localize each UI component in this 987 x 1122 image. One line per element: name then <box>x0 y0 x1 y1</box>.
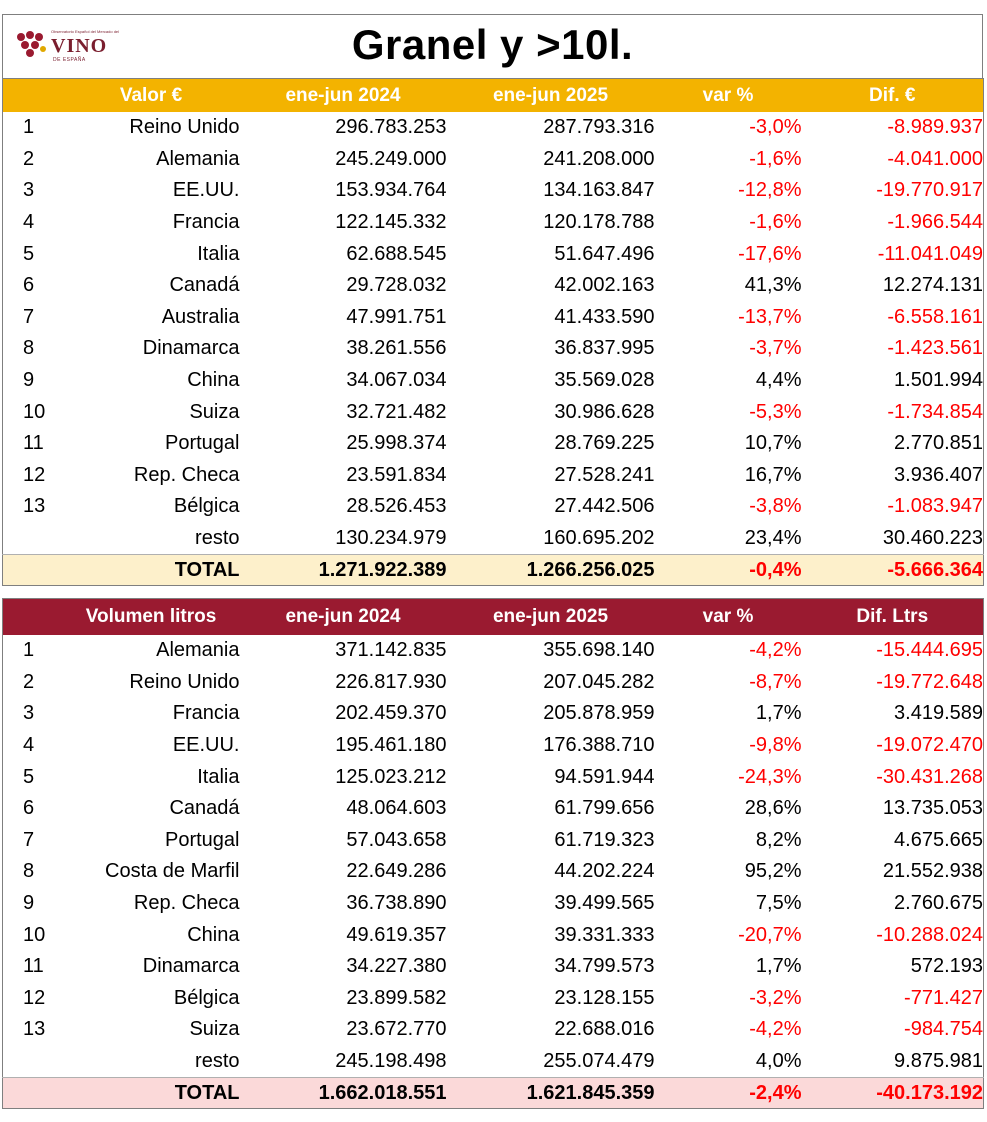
value-2025-cell: 355.698.140 <box>543 639 655 662</box>
rank-cell: 4 <box>23 734 35 757</box>
country-cell: China <box>187 923 240 946</box>
rank-cell: 7 <box>23 305 35 328</box>
rank-cell: 12 <box>23 463 46 486</box>
rank-cell: 1 <box>23 639 35 662</box>
table-row <box>3 730 984 762</box>
country-cell: China <box>187 369 240 392</box>
var-cell: 4,0% <box>755 1050 802 1073</box>
var-cell: 28,6% <box>744 797 802 820</box>
table-row <box>3 888 984 920</box>
table-row <box>3 523 984 555</box>
var-cell: 10,7% <box>744 432 802 455</box>
dif-cell: -1.966.544 <box>887 211 983 234</box>
var-cell: -3,0% <box>749 116 802 139</box>
volumen-table <box>2 598 984 1109</box>
dif-cell: -30.431.268 <box>876 765 983 788</box>
table-row <box>3 302 984 334</box>
var-cell: 4,4% <box>755 369 802 392</box>
value-2024-cell: 38.261.556 <box>346 337 447 360</box>
rank-cell: 4 <box>23 211 35 234</box>
rank-cell: 6 <box>23 274 35 297</box>
dif-cell: 30.460.223 <box>882 527 983 550</box>
value-2024-cell: 23.672.770 <box>346 1018 447 1041</box>
var-cell: -3,7% <box>749 337 802 360</box>
table-row <box>3 761 984 793</box>
rank-cell <box>3 1046 63 1078</box>
table-row <box>3 698 984 730</box>
country-cell: Dinamarca <box>142 955 240 978</box>
valor-header-row <box>3 79 984 113</box>
value-2025-cell: 176.388.710 <box>543 734 655 757</box>
title-box <box>2 14 983 78</box>
table-row <box>3 144 984 176</box>
dif-cell: -4.041.000 <box>887 147 983 170</box>
value-2024-cell: 36.738.890 <box>346 892 447 915</box>
var-cell: 95,2% <box>744 860 802 883</box>
value-2025-cell: 27.442.506 <box>554 495 655 518</box>
value-2025-cell: 39.331.333 <box>554 923 655 946</box>
rank-cell <box>3 523 63 555</box>
dif-cell: -8.989.937 <box>887 116 983 139</box>
country-cell: Suiza <box>189 1018 240 1041</box>
rank-cell: 3 <box>23 179 35 202</box>
value-2025-cell: 30.986.628 <box>554 400 655 423</box>
country-cell: Reino Unido <box>129 116 240 139</box>
country-cell: Dinamarca <box>142 337 240 360</box>
rank-cell: 3 <box>23 702 35 725</box>
value-2024-cell: 245.198.498 <box>335 1050 447 1073</box>
value-2025-cell: 61.719.323 <box>554 828 655 851</box>
value-2025-cell: 205.878.959 <box>543 702 655 725</box>
value-2025-cell: 27.528.241 <box>554 463 655 486</box>
var-cell: 16,7% <box>744 463 802 486</box>
table-row <box>3 793 984 825</box>
country-cell: Francia <box>172 702 240 725</box>
value-2024-cell: 22.649.286 <box>346 860 447 883</box>
var-cell: -12,8% <box>738 179 802 202</box>
dif-cell: -771.427 <box>904 986 983 1009</box>
country-cell: Francia <box>172 211 240 234</box>
rank-cell: 9 <box>23 369 35 392</box>
country-cell: resto <box>195 1050 240 1073</box>
page-title: Granel y >10l. <box>351 21 634 68</box>
volumen-header-2024: ene-jun 2024 <box>240 599 447 636</box>
value-2025-cell: 41.433.590 <box>554 305 655 328</box>
table-row <box>3 112 984 144</box>
value-2025-cell: 23.128.155 <box>554 986 655 1009</box>
dif-cell: -10.288.024 <box>876 923 983 946</box>
value-2025-cell: 207.045.282 <box>543 670 655 693</box>
var-cell: -3,2% <box>749 986 802 1009</box>
rank-cell: 11 <box>23 432 44 455</box>
dif-cell: 13.735.053 <box>882 797 983 820</box>
total-rank-cell <box>3 555 63 586</box>
value-2025-cell: 255.074.479 <box>543 1050 655 1073</box>
total-2024: 1.271.922.389 <box>240 555 447 586</box>
rank-cell: 7 <box>23 828 35 851</box>
table-row <box>3 396 984 428</box>
value-2025-cell: 22.688.016 <box>554 1018 655 1041</box>
rank-cell: 13 <box>23 495 46 518</box>
rank-cell: 2 <box>23 670 35 693</box>
var-cell: -9,8% <box>749 734 802 757</box>
logo-word: VINO <box>51 35 108 57</box>
table-row <box>3 491 984 523</box>
rank-cell: 11 <box>23 955 44 978</box>
valor-header-dif: Dif. € <box>802 79 984 113</box>
value-2025-cell: 160.695.202 <box>543 527 655 550</box>
table-row <box>3 270 984 302</box>
country-cell: EE.UU. <box>172 179 240 202</box>
volumen-header-dif: Dif. Ltrs <box>802 599 984 636</box>
table-row <box>3 983 984 1015</box>
valor-table <box>2 78 984 586</box>
dif-cell: -1.423.561 <box>887 337 983 360</box>
var-cell: -24,3% <box>738 765 802 788</box>
table-row <box>3 825 984 857</box>
total-dif: -40.173.192 <box>802 1078 984 1109</box>
dif-cell: 3.936.407 <box>894 463 983 486</box>
var-cell: -17,6% <box>738 242 802 265</box>
dif-cell: -6.558.161 <box>887 305 983 328</box>
rank-cell: 5 <box>23 242 35 265</box>
table-row <box>3 1046 984 1078</box>
country-cell: Portugal <box>165 828 240 851</box>
rank-cell: 1 <box>23 116 35 139</box>
total-dif: -5.666.364 <box>802 555 984 586</box>
value-2024-cell: 25.998.374 <box>346 432 447 455</box>
rank-cell: 2 <box>23 147 35 170</box>
value-2024-cell: 48.064.603 <box>346 797 447 820</box>
var-cell: -4,2% <box>749 639 802 662</box>
total-var: -0,4% <box>655 555 802 586</box>
table-row <box>3 238 984 270</box>
table-row <box>3 333 984 365</box>
var-cell: -1,6% <box>749 147 802 170</box>
dif-cell: 12.274.131 <box>882 274 983 297</box>
dif-cell: 9.875.981 <box>894 1050 983 1073</box>
table-row <box>3 175 984 207</box>
table-row <box>3 919 984 951</box>
value-2024-cell: 195.461.180 <box>335 734 447 757</box>
country-cell: Bélgica <box>173 986 240 1009</box>
value-2025-cell: 39.499.565 <box>554 892 655 915</box>
dif-cell: 2.770.851 <box>894 432 983 455</box>
value-2024-cell: 49.619.357 <box>346 923 447 946</box>
valor-header-2024: ene-jun 2024 <box>240 79 447 113</box>
var-cell: -5,3% <box>749 400 802 423</box>
volumen-header-rank <box>3 599 63 636</box>
value-2025-cell: 120.178.788 <box>543 211 655 234</box>
table-row <box>3 460 984 492</box>
country-cell: Reino Unido <box>129 670 240 693</box>
var-cell: -1,6% <box>749 211 802 234</box>
country-cell: Alemania <box>156 639 240 662</box>
value-2024-cell: 296.783.253 <box>335 116 447 139</box>
total-label: TOTAL <box>63 1078 240 1109</box>
rank-cell: 8 <box>23 860 35 883</box>
dif-cell: -11.041.049 <box>877 242 983 265</box>
rank-cell: 13 <box>23 1018 46 1041</box>
table-row <box>3 635 984 667</box>
var-cell: 41,3% <box>744 274 802 297</box>
value-2025-cell: 287.793.316 <box>543 116 655 139</box>
value-2024-cell: 23.591.834 <box>346 463 447 486</box>
var-cell: -3,8% <box>749 495 802 518</box>
value-2025-cell: 36.837.995 <box>554 337 655 360</box>
total-row <box>3 555 984 586</box>
dif-cell: -19.072.470 <box>876 734 983 757</box>
value-2024-cell: 245.249.000 <box>335 147 447 170</box>
dif-cell: 4.675.665 <box>894 828 983 851</box>
value-2025-cell: 94.591.944 <box>554 765 655 788</box>
volumen-header-var: var % <box>655 599 802 636</box>
table-row <box>3 667 984 699</box>
country-cell: resto <box>195 527 240 550</box>
total-var: -2,4% <box>655 1078 802 1109</box>
value-2024-cell: 125.023.212 <box>335 765 447 788</box>
value-2024-cell: 62.688.545 <box>346 242 447 265</box>
dif-cell: -19.770.917 <box>876 179 983 202</box>
rank-cell: 10 <box>23 400 46 423</box>
value-2024-cell: 153.934.764 <box>335 179 447 202</box>
rank-cell: 5 <box>23 765 35 788</box>
table-row <box>3 1014 984 1046</box>
volumen-header-row <box>3 599 984 636</box>
dif-cell: -19.772.648 <box>876 670 983 693</box>
value-2024-cell: 34.227.380 <box>346 955 447 978</box>
total-rank-cell <box>3 1078 63 1109</box>
total-2025: 1.621.845.359 <box>447 1078 655 1109</box>
country-cell: Bélgica <box>173 495 240 518</box>
logo-bottom-text: DE ESPAÑA <box>53 57 86 63</box>
value-2024-cell: 57.043.658 <box>346 828 447 851</box>
country-cell: Costa de Marfil <box>105 860 240 883</box>
country-cell: EE.UU. <box>172 734 240 757</box>
value-2025-cell: 35.569.028 <box>554 369 655 392</box>
country-cell: Rep. Checa <box>133 463 240 486</box>
value-2025-cell: 34.799.573 <box>554 955 655 978</box>
country-cell: Alemania <box>156 147 240 170</box>
value-2024-cell: 28.526.453 <box>346 495 447 518</box>
value-2025-cell: 42.002.163 <box>554 274 655 297</box>
rank-cell: 12 <box>23 986 46 1009</box>
dif-cell: 1.501.994 <box>894 369 983 392</box>
total-2024: 1.662.018.551 <box>240 1078 447 1109</box>
table-row <box>3 856 984 888</box>
var-cell: -13,7% <box>738 305 802 328</box>
var-cell: -20,7% <box>738 923 802 946</box>
dif-cell: -15.444.695 <box>876 639 983 662</box>
valor-header-rank <box>3 79 63 113</box>
valor-header-var: var % <box>655 79 802 113</box>
valor-header-2025: ene-jun 2025 <box>447 79 655 113</box>
value-2024-cell: 371.142.835 <box>335 639 447 662</box>
total-label: TOTAL <box>63 555 240 586</box>
var-cell: -8,7% <box>749 670 802 693</box>
dif-cell: 572.193 <box>910 955 983 978</box>
value-2024-cell: 29.728.032 <box>346 274 447 297</box>
volumen-header-2025: ene-jun 2025 <box>447 599 655 636</box>
value-2024-cell: 34.067.034 <box>346 369 447 392</box>
value-2025-cell: 241.208.000 <box>543 147 655 170</box>
dif-cell: -984.754 <box>904 1018 983 1041</box>
table-row <box>3 365 984 397</box>
value-2025-cell: 44.202.224 <box>554 860 655 883</box>
total-2025: 1.266.256.025 <box>447 555 655 586</box>
country-cell: Canadá <box>169 274 240 297</box>
value-2024-cell: 202.459.370 <box>335 702 447 725</box>
table-row <box>3 428 984 460</box>
rank-cell: 9 <box>23 892 35 915</box>
value-2025-cell: 61.799.656 <box>554 797 655 820</box>
value-2025-cell: 134.163.847 <box>543 179 655 202</box>
rank-cell: 10 <box>23 923 46 946</box>
var-cell: 23,4% <box>744 527 802 550</box>
logo-top-text: Observatorio Español del Mercado del <box>51 29 120 34</box>
var-cell: 7,5% <box>755 892 802 915</box>
country-cell: Australia <box>161 305 240 328</box>
dif-cell: -1.083.947 <box>887 495 983 518</box>
dif-cell: 2.760.675 <box>894 892 983 915</box>
value-2024-cell: 122.145.332 <box>335 211 447 234</box>
volumen-header-country: Volumen litros <box>63 599 240 636</box>
var-cell: 1,7% <box>755 702 802 725</box>
var-cell: -4,2% <box>749 1018 802 1041</box>
country-cell: Italia <box>197 242 240 265</box>
table-row <box>3 951 984 983</box>
dif-cell: 3.419.589 <box>894 702 983 725</box>
country-cell: Canadá <box>169 797 240 820</box>
country-cell: Italia <box>197 765 240 788</box>
value-2024-cell: 32.721.482 <box>346 400 447 423</box>
value-2025-cell: 51.647.496 <box>554 242 655 265</box>
value-2024-cell: 130.234.979 <box>335 527 447 550</box>
var-cell: 8,2% <box>755 828 802 851</box>
value-2025-cell: 28.769.225 <box>554 432 655 455</box>
rank-cell: 8 <box>23 337 35 360</box>
value-2024-cell: 23.899.582 <box>346 986 447 1009</box>
country-cell: Rep. Checa <box>133 892 240 915</box>
country-cell: Suiza <box>189 400 240 423</box>
var-cell: 1,7% <box>755 955 802 978</box>
country-cell: Portugal <box>165 432 240 455</box>
value-2024-cell: 47.991.751 <box>346 305 447 328</box>
valor-header-country: Valor € <box>63 79 240 113</box>
value-2024-cell: 226.817.930 <box>335 670 447 693</box>
total-row <box>3 1078 984 1109</box>
rank-cell: 6 <box>23 797 35 820</box>
dif-cell: -1.734.854 <box>887 400 983 423</box>
dif-cell: 21.552.938 <box>882 860 983 883</box>
table-row <box>3 207 984 239</box>
